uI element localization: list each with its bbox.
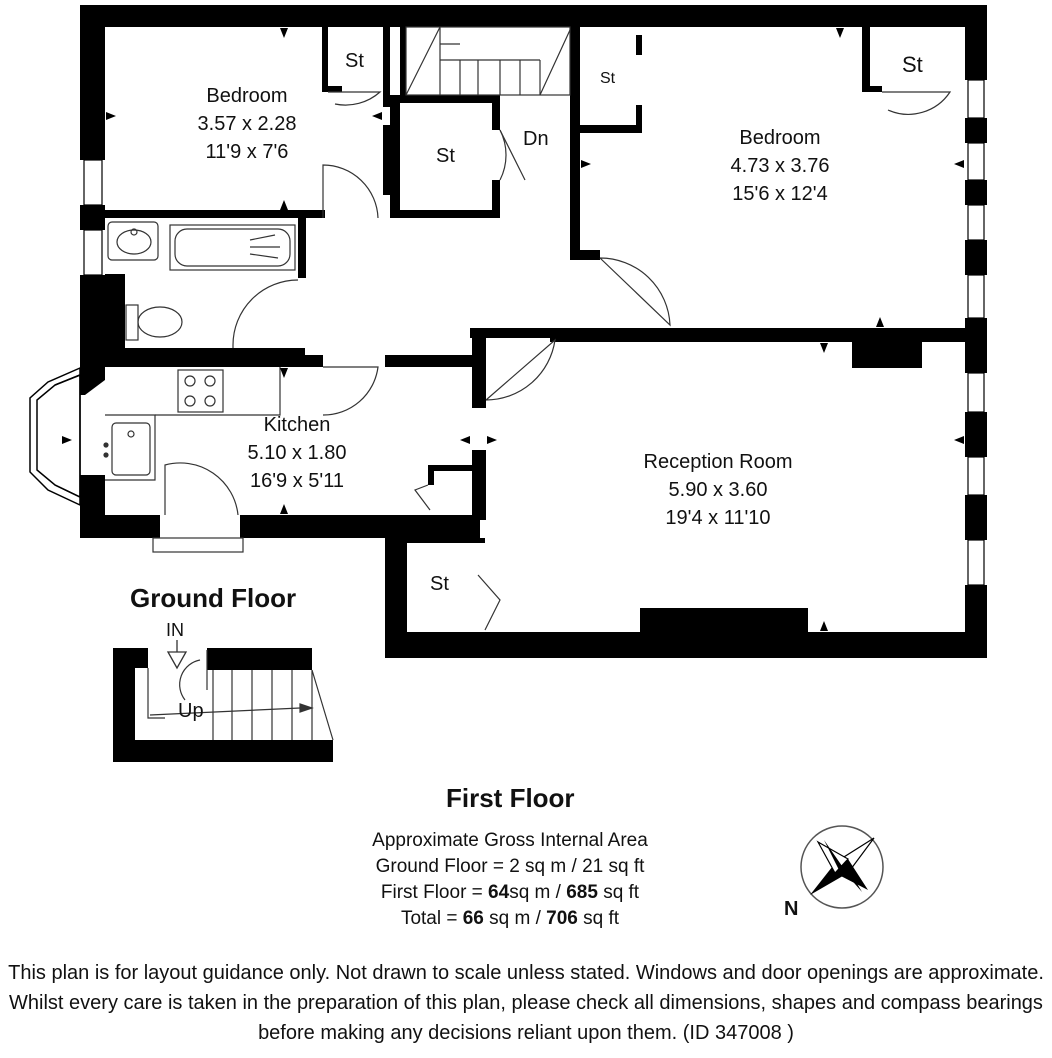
stair-down-label: Dn (523, 128, 549, 150)
bay-window (30, 368, 80, 505)
area-sqft: 706 (546, 908, 578, 929)
room-dimensions-imperial: 11'9 x 7'6 (205, 141, 289, 163)
area-label: First Floor = (380, 882, 489, 903)
entrance-label: IN (166, 620, 184, 640)
stair-up-label: Up (178, 700, 204, 722)
area-ground-floor (300, 854, 720, 880)
area-unit: sq ft (603, 882, 640, 903)
room-label-bedroom-1 (172, 82, 322, 166)
stairs-first-floor (406, 27, 570, 95)
room-dimensions-imperial: 19'4 x 11'10 (665, 507, 771, 529)
room-dimensions-metric: 5.10 x 1.80 (247, 442, 347, 464)
area-unit: sq m / (525, 856, 583, 877)
room-dimensions-imperial: 16'9 x 5'11 (249, 470, 344, 492)
room-name: Bedroom (206, 85, 288, 107)
area-summary (300, 828, 720, 932)
compass-icon (801, 826, 883, 908)
area-unit: sq ft (583, 908, 620, 929)
area-unit: sq m / (489, 908, 547, 929)
area-sqm: 2 (509, 856, 520, 877)
area-label: Total = (400, 908, 463, 929)
area-total (300, 906, 720, 932)
room-label-reception (618, 448, 818, 532)
store-label: St (902, 52, 923, 77)
bay-window-walls (80, 367, 105, 490)
room-name: Kitchen (263, 414, 331, 436)
room-label-bedroom-2 (700, 124, 860, 208)
area-label: Ground Floor = (375, 856, 510, 877)
room-name: Reception Room (643, 451, 793, 473)
compass-north-label: N (784, 898, 799, 920)
room-dimensions-metric: 5.90 x 3.60 (668, 479, 768, 501)
room-dimensions-metric: 4.73 x 3.76 (730, 155, 830, 177)
area-sqm: 66 (462, 908, 484, 929)
room-label-kitchen (222, 411, 372, 495)
area-heading: Approximate Gross Internal Area (372, 830, 648, 851)
area-unit: sq ft (608, 856, 645, 877)
entrance-arrow-icon (168, 640, 186, 668)
bathroom-fixtures (108, 222, 295, 340)
store-label: St (430, 573, 449, 595)
area-unit: sq m / (509, 882, 567, 903)
store-label: St (600, 70, 616, 87)
store-label: St (345, 50, 364, 72)
ground-floor-heading: Ground Floor (130, 583, 297, 613)
first-floor-heading: First Floor (446, 783, 575, 813)
area-first-floor (300, 880, 720, 906)
area-sqft: 21 (582, 856, 604, 877)
area-sqm: 64 (488, 882, 510, 903)
room-dimensions-metric: 3.57 x 2.28 (197, 113, 297, 135)
room-dimensions-imperial: 15'6 x 12'4 (732, 183, 828, 205)
store-label: St (436, 145, 455, 167)
room-name: Bedroom (739, 127, 821, 149)
disclaimer-text: This plan is for layout guidance only. Not drawn to scale unless stated. Windows and door openings are approximate. Whilst every care is taken in the preparation of this plan, please check all dimensions, shapes and compass bearings before making any decisions reliant upon them. (ID 347008 ) (8, 962, 1044, 1044)
area-sqft: 685 (566, 882, 598, 903)
